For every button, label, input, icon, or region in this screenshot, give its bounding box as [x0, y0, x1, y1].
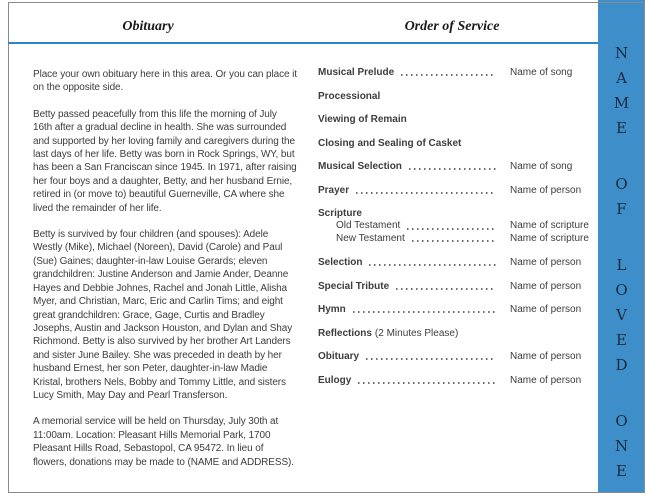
service-item-label: Reflections	[318, 327, 372, 339]
service-item	[318, 303, 598, 316]
service-item	[318, 90, 598, 103]
dotted-leader	[366, 358, 496, 360]
service-item-label: Processional	[318, 90, 381, 102]
dotted-leader	[409, 168, 496, 170]
dotted-leader	[407, 228, 496, 230]
dotted-leader	[412, 240, 496, 242]
service-item	[318, 113, 598, 126]
service-item	[318, 233, 598, 246]
dotted-leader	[401, 74, 496, 76]
dotted-leader	[369, 264, 496, 266]
service-item-label: Musical Prelude	[318, 67, 395, 78]
service-item	[318, 137, 598, 150]
service-item-value: Name of scripture	[510, 220, 589, 231]
dotted-leader	[353, 311, 496, 313]
service-item	[318, 374, 598, 387]
service-item-value: Name of scripture	[510, 232, 589, 244]
obituary-paragraph: Betty passed peacefully from this life the morning of July 16th after a gradual decline in health. She was surrounded and supported by her loving family and caregivers during the last days of her life. Betty was born in Rock Springs, WY, but has been a San Franciscan since 1945. In 1971, after raising her four boys and a daughter, Betty, and her husband Ernie, retired in (or move to) beautiful Guerneville, CA where she lived the remainder of her life.	[33, 108, 297, 214]
service-item-value: Name of person	[510, 304, 582, 315]
header-divider-rule	[8, 42, 598, 44]
service-item-label: Closing and Sealing of Casket	[318, 137, 462, 149]
scripture-subitems	[318, 220, 598, 245]
service-item-value: Name of person	[510, 280, 582, 292]
service-item-label: Musical Selection	[318, 161, 402, 172]
service-item-label: Selection	[318, 257, 363, 268]
dotted-leader	[356, 192, 496, 194]
obituary-paragraph: Place your own obituary here in this area. Or you can place it on the opposite side.	[33, 69, 297, 94]
service-item-label: Prayer	[318, 184, 350, 196]
service-item-value: Name of person	[510, 257, 582, 268]
service-item	[318, 66, 598, 79]
service-item-label: Scripture	[318, 208, 362, 219]
service-item	[318, 207, 598, 220]
obituary-text-column	[33, 68, 298, 482]
service-item-label: Eulogy	[318, 374, 352, 386]
obituary-paragraph: A memorial service will be held on Thursday, July 30th at 11:00am. Location: Pleasant Hills Memorial Park, 1700 Pleasant Hills Road, Sebastopol, CA 95472. In lieu of flowers, donations may be made to (NAME and ADDRESS).	[33, 416, 294, 468]
service-item-label: Old Testament	[336, 220, 401, 231]
dotted-leader	[396, 288, 496, 290]
service-item-label: Hymn	[318, 304, 346, 315]
obituary-paragraph: Betty is survived by four children (and spouses): Adele Westly (Mike), Michael (Noreen), David (Carole) and Paul (Sue) Gaines; daughter-in-law Louise Gerards; eleven grandchildren: Justine Anderson and Jamie Ander, Deanne Hayes and Debbie Johnes, Rachel and Jonah Little, Alisha Myer, and Christian, Marc, Eric and Carlin Tims; and eight great grandchildren: Grace, Gage, Curtis and Bradley Josephs, Austin and Jackson Houston, and Dylan and Shay Richmond. Betty is also survived by her brother Art Landers and sister June Bailey. She was preceded in death by her husband Ernest, her son Peter, daughter-in-law Madie Kristal, brothers Nels, Bobby and Tommy Little, and sisters Lucy Smith, May Day and Pearl Transferson.	[33, 229, 293, 401]
service-item-value: Name of person	[510, 184, 582, 196]
service-item-label: New Testament	[336, 232, 405, 244]
service-item	[318, 160, 598, 173]
sidebar-vertical-title: NAME OF LOVED ONE	[612, 44, 631, 487]
service-item	[318, 350, 598, 363]
service-item	[318, 280, 598, 293]
service-item-value: Name of person	[510, 351, 582, 362]
service-item-note: (2 Minutes Please)	[374, 327, 459, 339]
service-item	[318, 184, 598, 197]
service-item-value: Name of person	[510, 374, 582, 386]
service-item	[318, 256, 598, 269]
service-item-value: Name of song	[510, 67, 573, 78]
dotted-leader	[358, 382, 496, 384]
service-item	[318, 220, 598, 233]
order-of-service-column-title: Order of Service	[404, 19, 500, 34]
order-of-service-list	[318, 66, 598, 397]
service-item	[318, 327, 598, 340]
service-item-label: Special Tribute	[318, 280, 390, 292]
obituary-column-title: Obituary	[122, 19, 174, 34]
service-item-value: Name of song	[510, 161, 573, 172]
service-item-label: Obituary	[318, 351, 360, 362]
service-item-label: Viewing of Remain	[318, 114, 407, 125]
